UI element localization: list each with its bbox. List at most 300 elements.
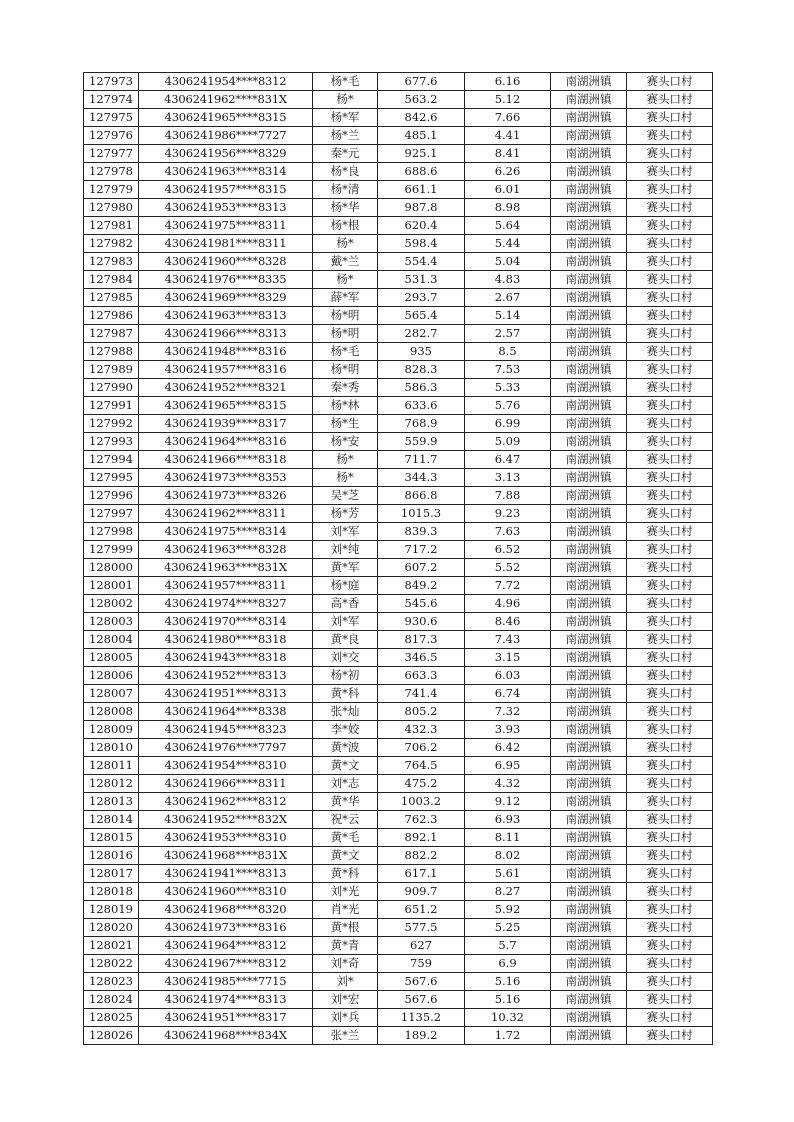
serial-number-cell: 128026 — [84, 1027, 139, 1045]
village-cell: 赛头口村 — [627, 523, 713, 541]
id-number-cell: 4306241948****8316 — [139, 343, 313, 361]
town-cell: 南湖洲镇 — [551, 379, 627, 397]
area-cell: 5.7 — [465, 937, 551, 955]
area-cell: 5.09 — [465, 433, 551, 451]
table-row — [84, 541, 713, 559]
name-cell: 杨* — [313, 271, 378, 289]
serial-number-cell: 128015 — [84, 829, 139, 847]
amount-cell: 563.2 — [378, 91, 465, 109]
village-cell: 赛头口村 — [627, 397, 713, 415]
table-body — [84, 73, 713, 1045]
village-cell: 赛头口村 — [627, 595, 713, 613]
name-cell: 杨*庭 — [313, 577, 378, 595]
village-cell: 赛头口村 — [627, 325, 713, 343]
name-cell: 刘*光 — [313, 883, 378, 901]
area-cell: 5.44 — [465, 235, 551, 253]
amount-cell: 892.1 — [378, 829, 465, 847]
table-row — [84, 865, 713, 883]
amount-cell: 607.2 — [378, 559, 465, 577]
town-cell: 南湖洲镇 — [551, 685, 627, 703]
town-cell: 南湖洲镇 — [551, 487, 627, 505]
amount-cell: 805.2 — [378, 703, 465, 721]
village-cell: 赛头口村 — [627, 685, 713, 703]
area-cell: 5.52 — [465, 559, 551, 577]
name-cell: 黄*华 — [313, 793, 378, 811]
id-number-cell: 4306241952****832X — [139, 811, 313, 829]
serial-number-cell: 127993 — [84, 433, 139, 451]
amount-cell: 346.5 — [378, 649, 465, 667]
town-cell: 南湖洲镇 — [551, 505, 627, 523]
amount-cell: 762.3 — [378, 811, 465, 829]
amount-cell: 577.5 — [378, 919, 465, 937]
town-cell: 南湖洲镇 — [551, 343, 627, 361]
area-cell: 5.92 — [465, 901, 551, 919]
area-cell: 8.11 — [465, 829, 551, 847]
name-cell: 刘*奇 — [313, 955, 378, 973]
table-row — [84, 253, 713, 271]
town-cell: 南湖洲镇 — [551, 217, 627, 235]
serial-number-cell: 127996 — [84, 487, 139, 505]
area-cell: 6.74 — [465, 685, 551, 703]
serial-number-cell: 127981 — [84, 217, 139, 235]
amount-cell: 586.3 — [378, 379, 465, 397]
serial-number-cell: 128024 — [84, 991, 139, 1009]
table-row — [84, 451, 713, 469]
amount-cell: 987.8 — [378, 199, 465, 217]
id-number-cell: 4306241945****8323 — [139, 721, 313, 739]
serial-number-cell: 128004 — [84, 631, 139, 649]
town-cell: 南湖洲镇 — [551, 415, 627, 433]
town-cell: 南湖洲镇 — [551, 451, 627, 469]
id-number-cell: 4306241968****8320 — [139, 901, 313, 919]
id-number-cell: 4306241960****8328 — [139, 253, 313, 271]
village-cell: 赛头口村 — [627, 109, 713, 127]
town-cell: 南湖洲镇 — [551, 649, 627, 667]
serial-number-cell: 127999 — [84, 541, 139, 559]
amount-cell: 828.3 — [378, 361, 465, 379]
village-cell: 赛头口村 — [627, 865, 713, 883]
village-cell: 赛头口村 — [627, 811, 713, 829]
amount-cell: 817.3 — [378, 631, 465, 649]
village-cell: 赛头口村 — [627, 649, 713, 667]
town-cell: 南湖洲镇 — [551, 253, 627, 271]
area-cell: 6.03 — [465, 667, 551, 685]
id-number-cell: 4306241966****8313 — [139, 325, 313, 343]
town-cell: 南湖洲镇 — [551, 91, 627, 109]
serial-number-cell: 128013 — [84, 793, 139, 811]
table-row — [84, 469, 713, 487]
id-number-cell: 4306241957****8315 — [139, 181, 313, 199]
serial-number-cell: 128005 — [84, 649, 139, 667]
table-row — [84, 73, 713, 91]
name-cell: 黄*青 — [313, 937, 378, 955]
table-row — [84, 559, 713, 577]
town-cell: 南湖洲镇 — [551, 757, 627, 775]
serial-number-cell: 128003 — [84, 613, 139, 631]
village-cell: 赛头口村 — [627, 469, 713, 487]
id-number-cell: 4306241963****8314 — [139, 163, 313, 181]
table-row — [84, 685, 713, 703]
id-number-cell: 4306241964****8338 — [139, 703, 313, 721]
name-cell: 杨*生 — [313, 415, 378, 433]
id-number-cell: 4306241968****834X — [139, 1027, 313, 1045]
amount-cell: 633.6 — [378, 397, 465, 415]
area-cell: 5.16 — [465, 991, 551, 1009]
name-cell: 杨*林 — [313, 397, 378, 415]
amount-cell: 849.2 — [378, 577, 465, 595]
id-number-cell: 4306241966****8311 — [139, 775, 313, 793]
area-cell: 6.42 — [465, 739, 551, 757]
table-row — [84, 199, 713, 217]
id-number-cell: 4306241974****8313 — [139, 991, 313, 1009]
name-cell: 薛*军 — [313, 289, 378, 307]
name-cell: 刘*军 — [313, 523, 378, 541]
town-cell: 南湖洲镇 — [551, 541, 627, 559]
serial-number-cell: 128018 — [84, 883, 139, 901]
name-cell: 杨* — [313, 469, 378, 487]
village-cell: 赛头口村 — [627, 271, 713, 289]
name-cell: 杨*华 — [313, 199, 378, 217]
table-row — [84, 433, 713, 451]
name-cell: 刘*宏 — [313, 991, 378, 1009]
amount-cell: 764.5 — [378, 757, 465, 775]
area-cell: 6.16 — [465, 73, 551, 91]
area-cell: 6.93 — [465, 811, 551, 829]
name-cell: 刘*志 — [313, 775, 378, 793]
id-number-cell: 4306241973****8326 — [139, 487, 313, 505]
amount-cell: 1015.3 — [378, 505, 465, 523]
name-cell: 杨*军 — [313, 109, 378, 127]
serial-number-cell: 128007 — [84, 685, 139, 703]
name-cell: 杨*初 — [313, 667, 378, 685]
town-cell: 南湖洲镇 — [551, 1027, 627, 1045]
amount-cell: 909.7 — [378, 883, 465, 901]
town-cell: 南湖洲镇 — [551, 271, 627, 289]
serial-number-cell: 127985 — [84, 289, 139, 307]
village-cell: 赛头口村 — [627, 613, 713, 631]
id-number-cell: 4306241957****8311 — [139, 577, 313, 595]
id-number-cell: 4306241964****8316 — [139, 433, 313, 451]
name-cell: 杨*明 — [313, 361, 378, 379]
name-cell: 杨*良 — [313, 163, 378, 181]
serial-number-cell: 128016 — [84, 847, 139, 865]
amount-cell: 661.1 — [378, 181, 465, 199]
name-cell: 李*姣 — [313, 721, 378, 739]
amount-cell: 651.2 — [378, 901, 465, 919]
town-cell: 南湖洲镇 — [551, 433, 627, 451]
id-number-cell: 4306241973****8316 — [139, 919, 313, 937]
town-cell: 南湖洲镇 — [551, 199, 627, 217]
village-cell: 赛头口村 — [627, 361, 713, 379]
area-cell: 5.16 — [465, 973, 551, 991]
area-cell: 4.32 — [465, 775, 551, 793]
name-cell: 刘*军 — [313, 613, 378, 631]
serial-number-cell: 128017 — [84, 865, 139, 883]
amount-cell: 866.8 — [378, 487, 465, 505]
village-cell: 赛头口村 — [627, 721, 713, 739]
table-row — [84, 973, 713, 991]
village-cell: 赛头口村 — [627, 505, 713, 523]
name-cell: 吴*芝 — [313, 487, 378, 505]
village-cell: 赛头口村 — [627, 757, 713, 775]
serial-number-cell: 128023 — [84, 973, 139, 991]
id-number-cell: 4306241963****8313 — [139, 307, 313, 325]
table-row — [84, 811, 713, 829]
village-cell: 赛头口村 — [627, 577, 713, 595]
id-number-cell: 4306241943****8318 — [139, 649, 313, 667]
serial-number-cell: 127994 — [84, 451, 139, 469]
name-cell: 杨*安 — [313, 433, 378, 451]
amount-cell: 935 — [378, 343, 465, 361]
table-row — [84, 235, 713, 253]
name-cell: 肖*光 — [313, 901, 378, 919]
name-cell: 杨*毛 — [313, 343, 378, 361]
town-cell: 南湖洲镇 — [551, 739, 627, 757]
serial-number-cell: 127980 — [84, 199, 139, 217]
area-cell: 8.98 — [465, 199, 551, 217]
amount-cell: 759 — [378, 955, 465, 973]
town-cell: 南湖洲镇 — [551, 631, 627, 649]
town-cell: 南湖洲镇 — [551, 865, 627, 883]
village-cell: 赛头口村 — [627, 703, 713, 721]
id-number-cell: 4306241985****7715 — [139, 973, 313, 991]
area-cell: 6.99 — [465, 415, 551, 433]
area-cell: 7.43 — [465, 631, 551, 649]
village-cell: 赛头口村 — [627, 793, 713, 811]
id-number-cell: 4306241986****7727 — [139, 127, 313, 145]
area-cell: 5.33 — [465, 379, 551, 397]
id-number-cell: 4306241953****8310 — [139, 829, 313, 847]
table-row — [84, 577, 713, 595]
name-cell: 刘* — [313, 973, 378, 991]
village-cell: 赛头口村 — [627, 91, 713, 109]
amount-cell: 711.7 — [378, 451, 465, 469]
village-cell: 赛头口村 — [627, 433, 713, 451]
amount-cell: 627 — [378, 937, 465, 955]
serial-number-cell: 128008 — [84, 703, 139, 721]
table-row — [84, 145, 713, 163]
village-cell: 赛头口村 — [627, 73, 713, 91]
village-cell: 赛头口村 — [627, 829, 713, 847]
name-cell: 黄*根 — [313, 919, 378, 937]
serial-number-cell: 127986 — [84, 307, 139, 325]
id-number-cell: 4306241952****8321 — [139, 379, 313, 397]
town-cell: 南湖洲镇 — [551, 307, 627, 325]
village-cell: 赛头口村 — [627, 955, 713, 973]
amount-cell: 293.7 — [378, 289, 465, 307]
serial-number-cell: 127979 — [84, 181, 139, 199]
village-cell: 赛头口村 — [627, 919, 713, 937]
village-cell: 赛头口村 — [627, 973, 713, 991]
village-cell: 赛头口村 — [627, 631, 713, 649]
village-cell: 赛头口村 — [627, 145, 713, 163]
id-number-cell: 4306241951****8313 — [139, 685, 313, 703]
serial-number-cell: 128022 — [84, 955, 139, 973]
table-row — [84, 667, 713, 685]
village-cell: 赛头口村 — [627, 451, 713, 469]
area-cell: 4.96 — [465, 595, 551, 613]
serial-number-cell: 127990 — [84, 379, 139, 397]
id-number-cell: 4306241963****8328 — [139, 541, 313, 559]
town-cell: 南湖洲镇 — [551, 127, 627, 145]
name-cell: 戴*兰 — [313, 253, 378, 271]
table-row — [84, 343, 713, 361]
village-cell: 赛头口村 — [627, 559, 713, 577]
town-cell: 南湖洲镇 — [551, 289, 627, 307]
table-row — [84, 505, 713, 523]
serial-number-cell: 128001 — [84, 577, 139, 595]
village-cell: 赛头口村 — [627, 199, 713, 217]
amount-cell: 620.4 — [378, 217, 465, 235]
village-cell: 赛头口村 — [627, 775, 713, 793]
village-cell: 赛头口村 — [627, 1009, 713, 1027]
serial-number-cell: 127976 — [84, 127, 139, 145]
town-cell: 南湖洲镇 — [551, 955, 627, 973]
amount-cell: 839.3 — [378, 523, 465, 541]
name-cell: 刘*交 — [313, 649, 378, 667]
serial-number-cell: 128011 — [84, 757, 139, 775]
table-row — [84, 757, 713, 775]
area-cell: 1.72 — [465, 1027, 551, 1045]
amount-cell: 531.3 — [378, 271, 465, 289]
village-cell: 赛头口村 — [627, 883, 713, 901]
name-cell: 刘*纯 — [313, 541, 378, 559]
area-cell: 7.63 — [465, 523, 551, 541]
id-number-cell: 4306241973****8353 — [139, 469, 313, 487]
town-cell: 南湖洲镇 — [551, 397, 627, 415]
town-cell: 南湖洲镇 — [551, 703, 627, 721]
name-cell: 杨*根 — [313, 217, 378, 235]
id-number-cell: 4306241963****831X — [139, 559, 313, 577]
serial-number-cell: 127992 — [84, 415, 139, 433]
id-number-cell: 4306241965****8315 — [139, 109, 313, 127]
area-cell: 4.83 — [465, 271, 551, 289]
name-cell: 杨*毛 — [313, 73, 378, 91]
area-cell: 8.5 — [465, 343, 551, 361]
name-cell: 黄*良 — [313, 631, 378, 649]
serial-number-cell: 128002 — [84, 595, 139, 613]
village-cell: 赛头口村 — [627, 163, 713, 181]
amount-cell: 189.2 — [378, 1027, 465, 1045]
table-row — [84, 91, 713, 109]
serial-number-cell: 127983 — [84, 253, 139, 271]
table-row — [84, 163, 713, 181]
serial-number-cell: 127995 — [84, 469, 139, 487]
village-cell: 赛头口村 — [627, 217, 713, 235]
name-cell: 杨* — [313, 91, 378, 109]
table-row — [84, 325, 713, 343]
table-row — [84, 721, 713, 739]
area-cell: 6.47 — [465, 451, 551, 469]
id-number-cell: 4306241962****831X — [139, 91, 313, 109]
serial-number-cell: 128019 — [84, 901, 139, 919]
table-row — [84, 1027, 713, 1045]
table-row — [84, 613, 713, 631]
area-cell: 2.57 — [465, 325, 551, 343]
amount-cell: 1003.2 — [378, 793, 465, 811]
town-cell: 南湖洲镇 — [551, 667, 627, 685]
village-cell: 赛头口村 — [627, 937, 713, 955]
serial-number-cell: 127977 — [84, 145, 139, 163]
town-cell: 南湖洲镇 — [551, 613, 627, 631]
table-row — [84, 829, 713, 847]
name-cell: 刘*兵 — [313, 1009, 378, 1027]
area-cell: 8.46 — [465, 613, 551, 631]
village-cell: 赛头口村 — [627, 181, 713, 199]
table-row — [84, 379, 713, 397]
town-cell: 南湖洲镇 — [551, 847, 627, 865]
amount-cell: 554.4 — [378, 253, 465, 271]
amount-cell: 567.6 — [378, 973, 465, 991]
town-cell: 南湖洲镇 — [551, 325, 627, 343]
table-row — [84, 847, 713, 865]
amount-cell: 559.9 — [378, 433, 465, 451]
town-cell: 南湖洲镇 — [551, 793, 627, 811]
area-cell: 5.14 — [465, 307, 551, 325]
id-number-cell: 4306241954****8310 — [139, 757, 313, 775]
id-number-cell: 4306241962****8312 — [139, 793, 313, 811]
name-cell: 杨*芳 — [313, 505, 378, 523]
village-cell: 赛头口村 — [627, 847, 713, 865]
serial-number-cell: 127978 — [84, 163, 139, 181]
table-row — [84, 775, 713, 793]
area-cell: 3.13 — [465, 469, 551, 487]
id-number-cell: 4306241968****831X — [139, 847, 313, 865]
town-cell: 南湖洲镇 — [551, 991, 627, 1009]
id-number-cell: 4306241965****8315 — [139, 397, 313, 415]
town-cell: 南湖洲镇 — [551, 577, 627, 595]
town-cell: 南湖洲镇 — [551, 883, 627, 901]
amount-cell: 663.3 — [378, 667, 465, 685]
serial-number-cell: 127975 — [84, 109, 139, 127]
town-cell: 南湖洲镇 — [551, 811, 627, 829]
name-cell: 黄*科 — [313, 685, 378, 703]
area-cell: 5.25 — [465, 919, 551, 937]
village-cell: 赛头口村 — [627, 343, 713, 361]
village-cell: 赛头口村 — [627, 1027, 713, 1045]
town-cell: 南湖洲镇 — [551, 1009, 627, 1027]
area-cell: 2.67 — [465, 289, 551, 307]
name-cell: 杨* — [313, 451, 378, 469]
serial-number-cell: 128021 — [84, 937, 139, 955]
data-table — [83, 72, 713, 1045]
table-row — [84, 397, 713, 415]
village-cell: 赛头口村 — [627, 901, 713, 919]
village-cell: 赛头口村 — [627, 487, 713, 505]
town-cell: 南湖洲镇 — [551, 109, 627, 127]
name-cell: 杨* — [313, 235, 378, 253]
area-cell: 3.15 — [465, 649, 551, 667]
town-cell: 南湖洲镇 — [551, 73, 627, 91]
name-cell: 杨*清 — [313, 181, 378, 199]
town-cell: 南湖洲镇 — [551, 361, 627, 379]
village-cell: 赛头口村 — [627, 415, 713, 433]
table-row — [84, 955, 713, 973]
village-cell: 赛头口村 — [627, 739, 713, 757]
table-row — [84, 289, 713, 307]
name-cell: 黄*文 — [313, 757, 378, 775]
serial-number-cell: 128012 — [84, 775, 139, 793]
area-cell: 6.9 — [465, 955, 551, 973]
village-cell: 赛头口村 — [627, 307, 713, 325]
amount-cell: 475.2 — [378, 775, 465, 793]
id-number-cell: 4306241939****8317 — [139, 415, 313, 433]
table-row — [84, 901, 713, 919]
table-row — [84, 937, 713, 955]
area-cell: 5.76 — [465, 397, 551, 415]
name-cell: 杨*明 — [313, 325, 378, 343]
town-cell: 南湖洲镇 — [551, 973, 627, 991]
